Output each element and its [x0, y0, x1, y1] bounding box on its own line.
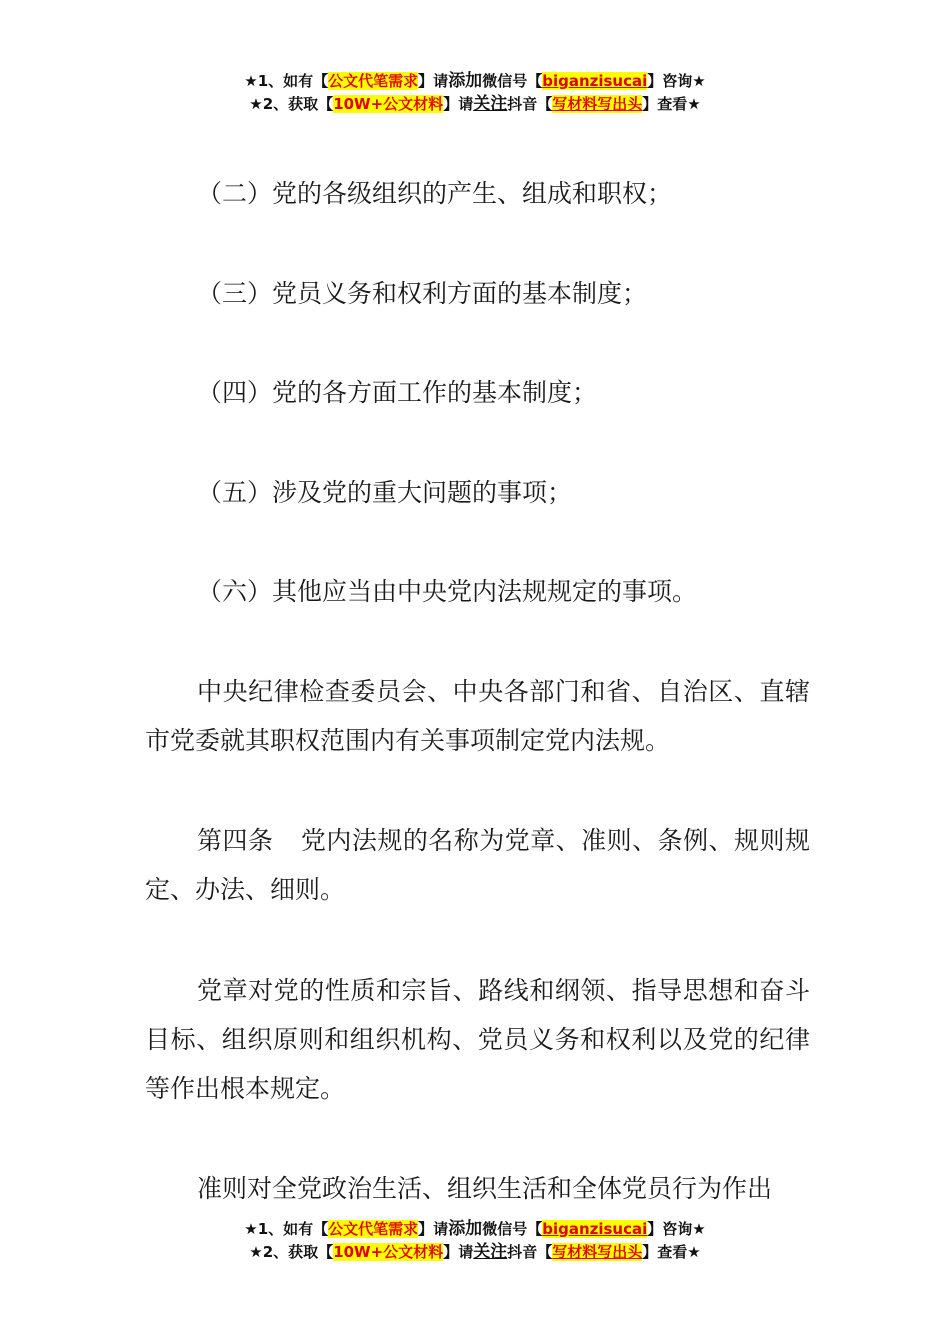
bottom-banner [0, 1218, 950, 1264]
banner-douyin-account: 写材料写出头 [552, 1243, 643, 1261]
paragraph-party-charter: 党章对党的性质和宗旨、路线和纲领、指导思想和奋斗目标、组织原则和组织机构、党员义务和权利以及党的纪律等作出根本规定。 [145, 976, 810, 1103]
banner-highlight-service: 公文代笔需求 [328, 1220, 419, 1238]
banner-line-2: ★2、获取【10W+公文材料】请关注抖音【写材料写出头】查看★ [249, 1242, 701, 1262]
list-item: （六）其他应当由中央党内法规规定的事项。 [197, 577, 698, 606]
banner-highlight-service: 公文代笔需求 [328, 72, 419, 90]
list-item: （三）党员义务和权利方面的基本制度； [197, 279, 648, 308]
article-four [145, 816, 810, 914]
banner-emphasis-follow: 关注 [473, 94, 508, 114]
banner-highlight-materials: 10W+公文材料 [333, 1243, 444, 1261]
list-item: （四）党的各方面工作的基本制度； [197, 378, 598, 407]
banner-douyin-account: 写材料写出头 [552, 95, 643, 113]
banner-wechat-id: biganzisucai [542, 1220, 648, 1238]
banner-line-1: ★1、如有【公文代笔需求】请添加微信号【biganzisucai】咨询★ [244, 71, 706, 91]
paragraph-central-authorities: 中央纪律检查委员会、中央各部门和省、自治区、直辖市党委就其职权范围内有关事项制定党内法规。 [145, 677, 810, 755]
banner-emphasis-follow: 关注 [473, 1242, 508, 1262]
top-banner [0, 70, 950, 116]
banner-emphasis-add: 添加 [448, 1219, 483, 1239]
article-label: 第四条 [197, 826, 274, 855]
list-item: （五）涉及党的重大问题的事项； [197, 478, 573, 507]
article-text: 党内法规的名称为党章、准则、条例、规则规定、办法、细则。 [145, 826, 810, 904]
list-item: （二）党的各级组织的产生、组成和职权； [197, 179, 673, 208]
banner-line-1: ★1、如有【公文代笔需求】请添加微信号【biganzisucai】咨询★ [244, 1219, 706, 1239]
paragraph-guideline: 准则对全党政治生活、组织生活和全体党员行为作出 [197, 1174, 773, 1203]
banner-wechat-id: biganzisucai [542, 72, 648, 90]
banner-highlight-materials: 10W+公文材料 [333, 95, 444, 113]
banner-emphasis-add: 添加 [448, 71, 483, 91]
banner-line-2: ★2、获取【10W+公文材料】请关注抖音【写材料写出头】查看★ [249, 94, 701, 114]
